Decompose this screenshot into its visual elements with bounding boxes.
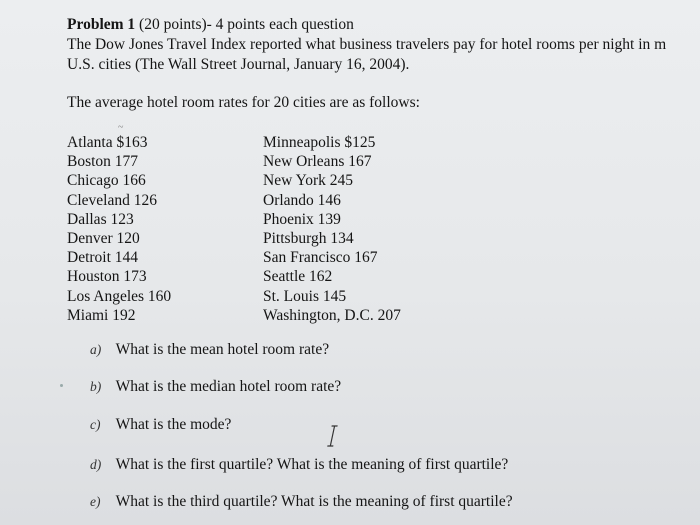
intro-line-1: The Dow Jones Travel Index reported what business travelers pay for hotel rooms per night in m <box>67 36 667 53</box>
city-rate: Boston 177 <box>67 153 139 171</box>
question-text: What is the first quartile? What is the meaning of first quartile? <box>115 456 509 473</box>
question-label: a) <box>90 342 102 357</box>
city-rate: Detroit 144 <box>67 249 139 267</box>
lead-sentence: The average hotel room rates for 20 cities are as follows: <box>67 94 420 111</box>
question-text: What is the third quartile? What is the meaning of first quartile? <box>115 493 513 510</box>
city-rate: Seattle 162 <box>263 268 333 286</box>
city-rate: Pittsburgh 134 <box>263 230 354 248</box>
stray-mark: ~ <box>118 122 124 133</box>
question-c <box>90 416 231 434</box>
question-d <box>90 456 508 474</box>
bullet-dot <box>60 384 63 387</box>
question-text: What is the median hotel room rate? <box>115 378 342 395</box>
city-rate: Miami 192 <box>67 306 136 324</box>
city-rate: Cleveland 126 <box>67 191 157 209</box>
question-a <box>90 341 329 359</box>
question-label: c) <box>90 417 101 432</box>
city-list-right <box>263 133 401 325</box>
city-rate: Washington, D.C. 207 <box>263 306 401 324</box>
city-rate: Denver 120 <box>67 230 140 248</box>
city-rate: St. Louis 145 <box>263 287 347 305</box>
question-text: What is the mean hotel room rate? <box>115 341 330 358</box>
city-rate: Minneapolis $125 <box>263 134 376 151</box>
question-label: e) <box>90 494 101 509</box>
problem-heading: Problem 1 <box>67 16 136 33</box>
problem-points: (20 points)- 4 points each question <box>139 16 354 33</box>
city-rate: Phoenix 139 <box>263 210 341 228</box>
city-rate: New York 245 <box>263 172 353 190</box>
intro-line-2: U.S. cities (The Wall Street Journal, January 16, 2004). <box>67 56 410 73</box>
city-rate: Dallas 123 <box>67 210 134 228</box>
problem-title <box>67 15 354 34</box>
city-rate: Los Angeles 160 <box>67 287 172 305</box>
question-b <box>90 378 341 396</box>
text-cursor-icon <box>325 424 339 448</box>
question-text: What is the mode? <box>115 416 232 433</box>
question-label: d) <box>90 457 102 472</box>
question-e <box>90 493 513 511</box>
city-rate: San Francisco 167 <box>263 249 378 267</box>
question-label: b) <box>90 379 102 394</box>
city-rate: Atlanta $163 <box>67 134 148 151</box>
city-rate: Orlando 146 <box>263 191 341 209</box>
city-rate: Chicago 166 <box>67 172 146 190</box>
city-rate: Houston 173 <box>67 268 147 286</box>
city-rate: New Orleans 167 <box>263 153 372 171</box>
city-list-left <box>67 133 171 325</box>
